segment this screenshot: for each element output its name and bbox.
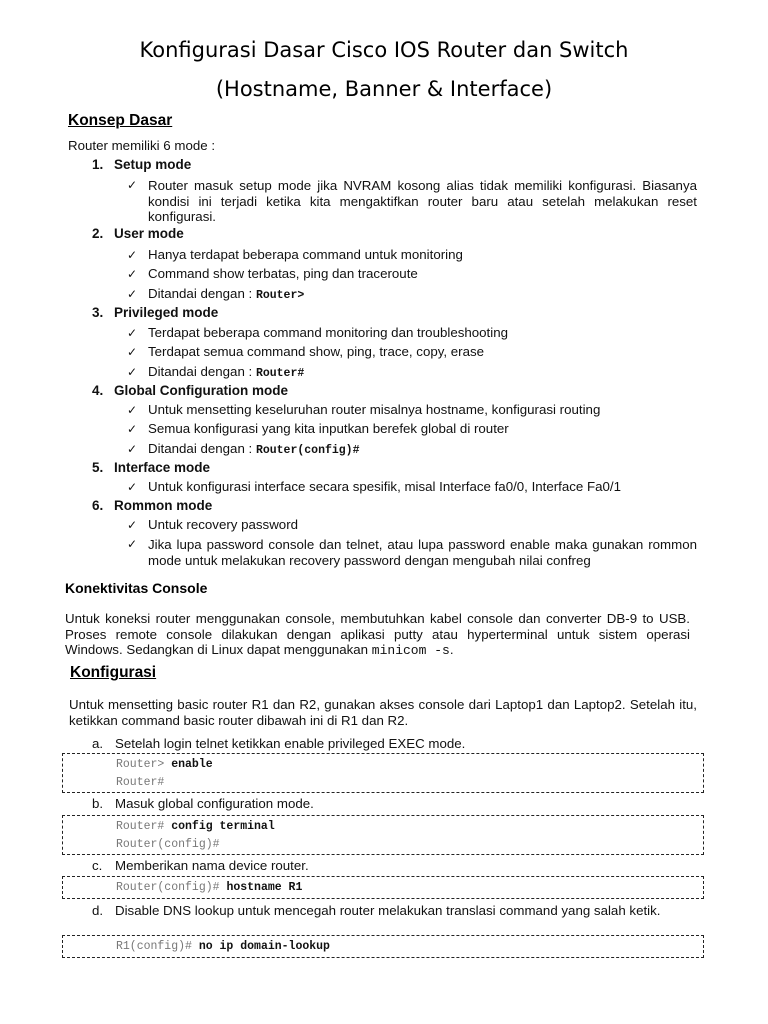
mode-heading-privileged: 3. Privileged mode (92, 305, 219, 320)
section-heading-konektivitas: Konektivitas Console (65, 580, 208, 596)
prompt-user: Router> (255, 289, 305, 302)
code-line-b1: Router# config terminal (116, 820, 275, 833)
bullet-global-1: ✓ Untuk mensetting keseluruhan router misalnya hostname, konfigurasi routing (127, 402, 601, 417)
code-line-a2: Router# (116, 776, 165, 789)
step-d: d. Disable DNS lookup untuk mencegah router melakukan translasi command yang salah ketik. (92, 903, 661, 918)
bullet-user-3: ✓ Ditandai dengan : Router> (127, 286, 305, 302)
bullet-global-3: ✓ Ditandai dengan : Router(config)# (127, 441, 360, 457)
check-icon: ✓ (127, 267, 138, 281)
check-icon: ✓ (127, 403, 138, 417)
code-line-d1: R1(config)# no ip domain-lookup (116, 940, 330, 953)
bullet-rommon-2: ✓ Jika lupa password console dan telnet, atau lupa password enable maka gunakan rommon mode untuk melakukan recovery password dengan mengubah nilai confreg (127, 537, 697, 568)
step-a: a. Setelah login telnet ketikkan enable privileged EXEC mode. (92, 736, 466, 751)
code-line-b2: Router(config)# (116, 838, 220, 851)
page-subtitle: (Hostname, Banner & Interface) (215, 77, 553, 101)
bullet-interface-1: ✓ Untuk konfigurasi interface secara spesifik, misal Interface fa0/0, Interface Fa0/1 (127, 479, 622, 494)
prompt-global-config: Router(config)# (255, 444, 360, 457)
check-icon: ✓ (127, 287, 138, 301)
mode-heading-user: 2. User mode (92, 226, 184, 241)
bullet-setup-1: ✓ Router masuk setup mode jika NVRAM kosong alias tidak memiliki konfigurasi. Biasanya kondisi ini terjadi ketika kita mengaktifkan router baru atau setelah melakukan reset konfigurasi. (127, 178, 697, 224)
check-icon: ✓ (127, 422, 138, 436)
page-title: Konfigurasi Dasar Cisco IOS Router dan Switch (139, 38, 629, 62)
bullet-global-2: ✓ Semua konfigurasi yang kita inputkan berefek global di router (127, 421, 509, 436)
check-icon: ✓ (127, 480, 138, 494)
check-icon: ✓ (127, 365, 138, 379)
check-icon: ✓ (127, 326, 138, 340)
bullet-priv-2: ✓ Terdapat semua command show, ping, trace, copy, erase (127, 344, 485, 359)
code-line-c1: Router(config)# hostname R1 (116, 881, 303, 894)
check-icon: ✓ (127, 518, 138, 532)
bullet-priv-1: ✓ Terdapat beberapa command monitoring dan troubleshooting (127, 325, 508, 340)
konektivitas-paragraph: Untuk koneksi router menggunakan console, membutuhkan kabel console dan converter DB-9 to USB. Proses remote console dilakukan dengan aplikasi putty atau hyperterminal untuk sistem operasi Windows. Sedangkan di Linux dapat menggunakan minicom -s. (65, 611, 690, 658)
section-heading-konfigurasi: Konfigurasi (70, 664, 157, 681)
step-b: b. Masuk global configuration mode. (92, 796, 314, 811)
bullet-priv-3: ✓ Ditandai dengan : Router# (127, 364, 305, 380)
check-icon: ✓ (127, 178, 138, 192)
step-c: c. Memberikan nama device router. (92, 858, 309, 873)
mode-heading-interface: 5. Interface mode (92, 460, 211, 475)
check-icon: ✓ (127, 442, 138, 456)
check-icon: ✓ (127, 248, 138, 262)
code-line-a1: Router> enable (116, 758, 213, 771)
check-icon: ✓ (127, 345, 138, 359)
bullet-user-1: ✓ Hanya terdapat beberapa command untuk monitoring (127, 247, 463, 262)
mode-heading-global-config: 4. Global Configuration mode (92, 383, 288, 398)
section-heading-konsep-dasar: Konsep Dasar (68, 112, 173, 129)
bullet-rommon-1: ✓ Untuk recovery password (127, 517, 299, 532)
prompt-privileged: Router# (255, 367, 305, 380)
check-icon: ✓ (127, 537, 138, 551)
mode-heading-rommon: 6. Rommon mode (92, 498, 213, 513)
modes-intro: Router memiliki 6 mode : (68, 138, 216, 153)
minicom-command: minicom -s (371, 643, 450, 658)
konfigurasi-paragraph: Untuk mensetting basic router R1 dan R2, gunakan akses console dari Laptop1 dan Laptop2. Setelah itu, ketikkan command basic router dibawah ini di R1 dan R2. (69, 697, 697, 728)
mode-heading-setup: 1. Setup mode (92, 157, 192, 172)
bullet-user-2: ✓ Command show terbatas, ping dan traceroute (127, 266, 418, 281)
